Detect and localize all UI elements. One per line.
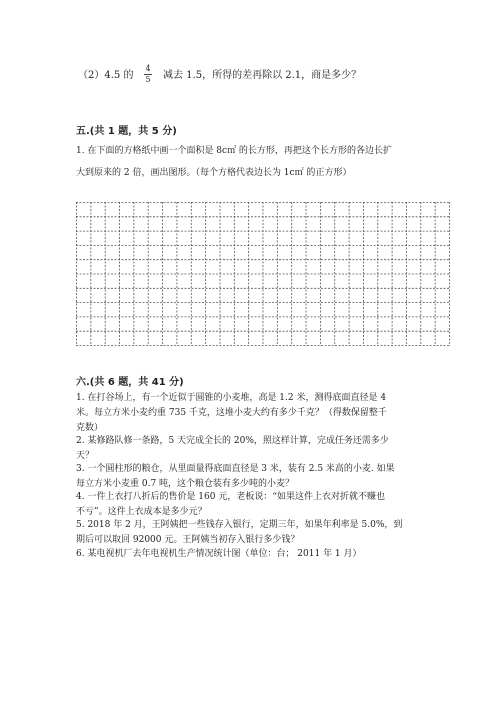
section-5-line-2: 大到原来的 2 倍，画出图形。（每个方格代表边长为 1c㎡ 的正方形） (76, 168, 352, 178)
section-6-line-1: 1. 在打谷场上，有一个近似于圆锥的小麦堆，高是 1.2 米，测得底面直径是 4 (76, 393, 387, 403)
section-5-line-1: 1. 在下面的方格纸中画一个面积是 8c㎡ 的长方形，再把这个长方形的各边长扩 (76, 146, 392, 156)
section-6-line-6: 3. 一个圆柱形的粮仓，从里面量得底面直径是 3 米，装有 2.5 米高的小麦. 如果 (76, 464, 395, 474)
section-6-heading: 六.(共 6 题，共 41 分) (76, 377, 184, 388)
section-6-line-11: 期后可以取回 92000 元。王阿姨当初存入银行多少钱？ (76, 535, 300, 545)
question-2-suffix: 减去 1.5，所得的差再除以 2.1，商是多少？ (163, 70, 362, 81)
section-6-line-8: 4. 一件上衣打八折后的售价是 160 元，老板说：“如果这件上衣对折就不赚也 (76, 492, 385, 502)
section-6-line-4: 2. 某修路队修一条路，5 天完成全长的 20%，照这样计算，完成任务还需多少 (76, 436, 389, 446)
fraction-four-fifths (143, 64, 153, 85)
fraction-numerator: 4 (145, 64, 151, 73)
section-6-line-7: 每立方米小麦重 0.7 吨，这个粮仓装有多少吨的小麦？ (76, 479, 295, 489)
section-6-line-9: 不亏”。这件上衣成本是多少元？ (76, 507, 207, 517)
question-2-prefix: （2）4.5 的 (78, 70, 134, 81)
fraction-denominator: 5 (145, 75, 151, 84)
grid-lines (76, 202, 450, 346)
section-6-line-3: 克数） (76, 423, 104, 433)
section-6-line-10: 5. 2018 年 2 月，王阿姨把一些钱存入银行，定期三年，如果年利率是 5.0%，到 (76, 520, 403, 530)
section-6-line-5: 天？ (76, 451, 95, 461)
section-6-line-2: 米。每立方米小麦约重 735 千克，这堆小麦大约有多少千克？（得数保留整千 (76, 408, 387, 418)
section-5-heading: 五.(共 1 题，共 5 分) (76, 126, 177, 137)
square-grid-paper[interactable] (76, 202, 450, 346)
section-6-line-12: 6. 某电视机厂去年电视机生产情况统计图（单位：台； 2011 年 1 月） (76, 549, 362, 559)
